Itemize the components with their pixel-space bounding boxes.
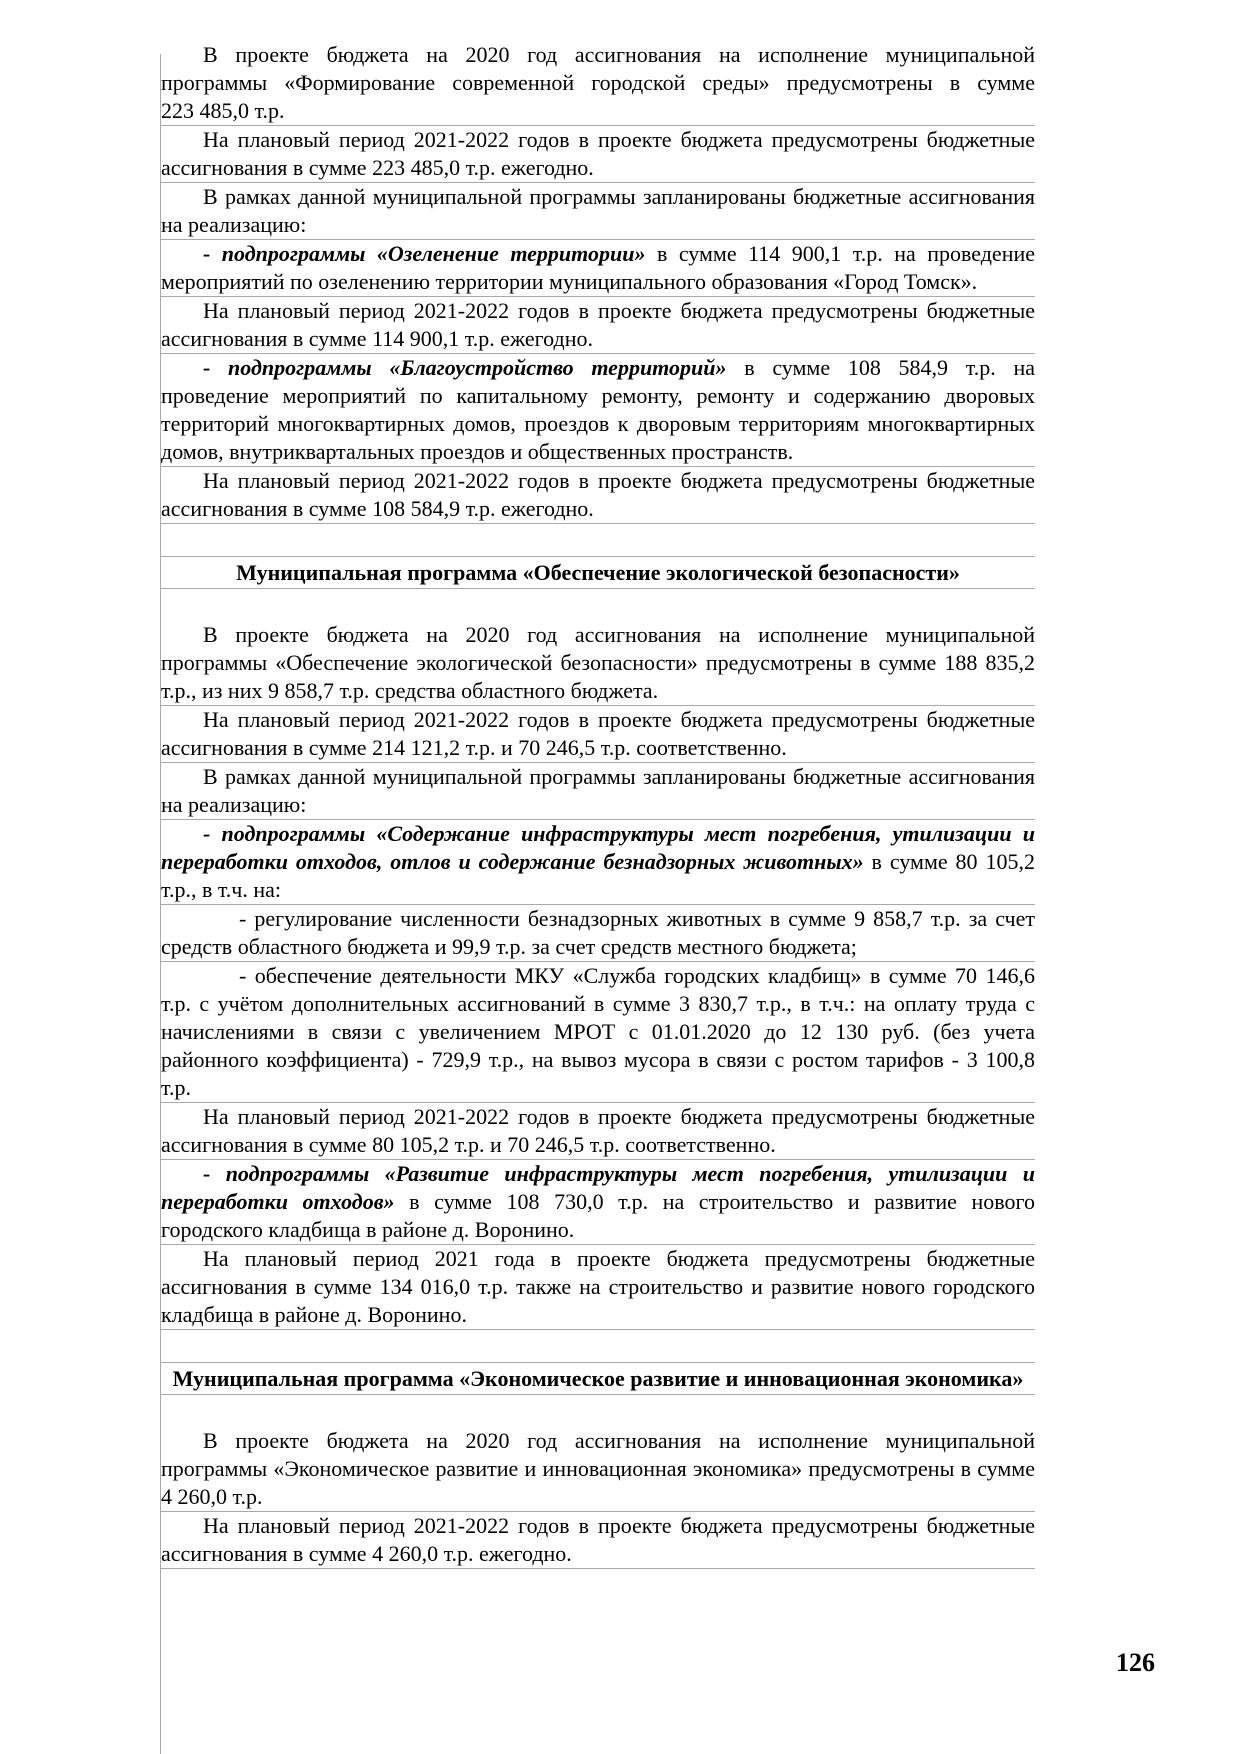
body-paragraph: На плановый период 2021-2022 годов в проекте бюджета предусмотрены бюджетные ассигнования в сумме 4 260,0 т.р. ежегодно. <box>161 1512 1035 1569</box>
subprogram-paragraph <box>161 354 1035 467</box>
body-paragraph: На плановый период 2021 года в проекте бюджета предусмотрены бюджетные ассигнования в сумме 134 016,0 т.р. также на строительство и развитие нового городского кладбища в районе д. Воронино. <box>161 1245 1035 1330</box>
body-paragraph: На плановый период 2021-2022 годов в проекте бюджета предусмотрены бюджетные ассигнования в сумме 80 105,2 т.р. и 70 246,5 т.р. соответственно. <box>161 1103 1035 1160</box>
subprogram-name: - подпрограммы «Развитие инфраструктуры мест погребения, утилизации и переработки отходов» <box>161 1161 1035 1214</box>
page-number: 126 <box>1116 1648 1155 1677</box>
body-paragraph: На плановый период 2021-2022 годов в проекте бюджета предусмотрены бюджетные ассигнования в сумме 114 900,1 т.р. ежегодно. <box>161 297 1035 354</box>
subprogram-name: - подпрограммы «Содержание инфраструктуры мест погребения, утилизации и переработки отходов, отлов и содержание безнадзорных животных» <box>161 821 1035 874</box>
subprogram-name: - подпрограммы «Озеленение территории» <box>203 241 646 266</box>
body-paragraph: В рамках данной муниципальной программы запланированы бюджетные ассигнования на реализацию: <box>161 763 1035 820</box>
subprogram-paragraph <box>161 1160 1035 1245</box>
body-paragraph: В проекте бюджета на 2020 год ассигнования на исполнение муниципальной программы «Формирование современной городской среды» предусмотрены в сумме 223 485,0 т.р. <box>161 41 1035 126</box>
section-heading: Муниципальная программа «Обеспечение экологической безопасности» <box>161 556 1035 589</box>
paragraph-text: в сумме 108 584,9 т.р. на проведение мероприятий по капитальному ремонту, ремонту и содержанию дворовых территорий многоквартирных домов, проездов к дворовым территориям многоквартирных домов, внутриквартальных проездов и общественных пространств. <box>161 355 1035 464</box>
subprogram-paragraph <box>161 820 1035 905</box>
body-paragraph: - обеспечение деятельности МКУ «Служба городских кладбищ» в сумме 70 146,6 т.р. с учётом дополнительных ассигнований в сумме 3 830,7 т.р., в т.ч.: на оплату труда с начислениями в связи с увеличением МРОТ с 01.01.2020 до 12 130 руб. (без учета районного коэффициента) - 729,9 т.р., на вывоз мусора в связи с ростом тарифов - 3 100,8 т.р. <box>161 962 1035 1103</box>
paragraph-text: в сумме 80 105,2 т.р., в т.ч. на: <box>161 849 1035 902</box>
subprogram-name: - подпрограммы «Благоустройство территорий» <box>203 355 727 380</box>
body-paragraph: На плановый период 2021-2022 годов в проекте бюджета предусмотрены бюджетные ассигнования в сумме 108 584,9 т.р. ежегодно. <box>161 467 1035 524</box>
document-body <box>161 41 1035 1569</box>
paragraph-text: в сумме 108 730,0 т.р. на строительство и развитие нового городского кладбища в районе д. Воронино. <box>161 1189 1036 1242</box>
body-paragraph: На плановый период 2021-2022 годов в проекте бюджета предусмотрены бюджетные ассигнования в сумме 214 121,2 т.р. и 70 246,5 т.р. соответственно. <box>161 706 1035 763</box>
subprogram-paragraph <box>161 240 1035 297</box>
body-paragraph: В рамках данной муниципальной программы запланированы бюджетные ассигнования на реализацию: <box>161 183 1035 240</box>
body-paragraph: На плановый период 2021-2022 годов в проекте бюджета предусмотрены бюджетные ассигнования в сумме 223 485,0 т.р. ежегодно. <box>161 126 1035 183</box>
body-paragraph: - регулирование численности безнадзорных животных в сумме 9 858,7 т.р. за счет средств областного бюджета и 99,9 т.р. за счет средств местного бюджета; <box>161 905 1035 962</box>
paragraph-text: в сумме 114 900,1 т.р. на проведение мероприятий по озеленению территории муниципального образования «Город Томск». <box>161 241 1036 294</box>
body-paragraph: В проекте бюджета на 2020 год ассигнования на исполнение муниципальной программы «Обеспечение экологической безопасности» предусмотрены в сумме 188 835,2 т.р., из них 9 858,7 т.р. средства областного бюджета. <box>161 621 1035 706</box>
section-heading: Муниципальная программа «Экономическое развитие и инновационная экономика» <box>161 1362 1035 1395</box>
body-paragraph: В проекте бюджета на 2020 год ассигнования на исполнение муниципальной программы «Экономическое развитие и инновационная экономика» предусмотрены в сумме 4 260,0 т.р. <box>161 1427 1035 1512</box>
